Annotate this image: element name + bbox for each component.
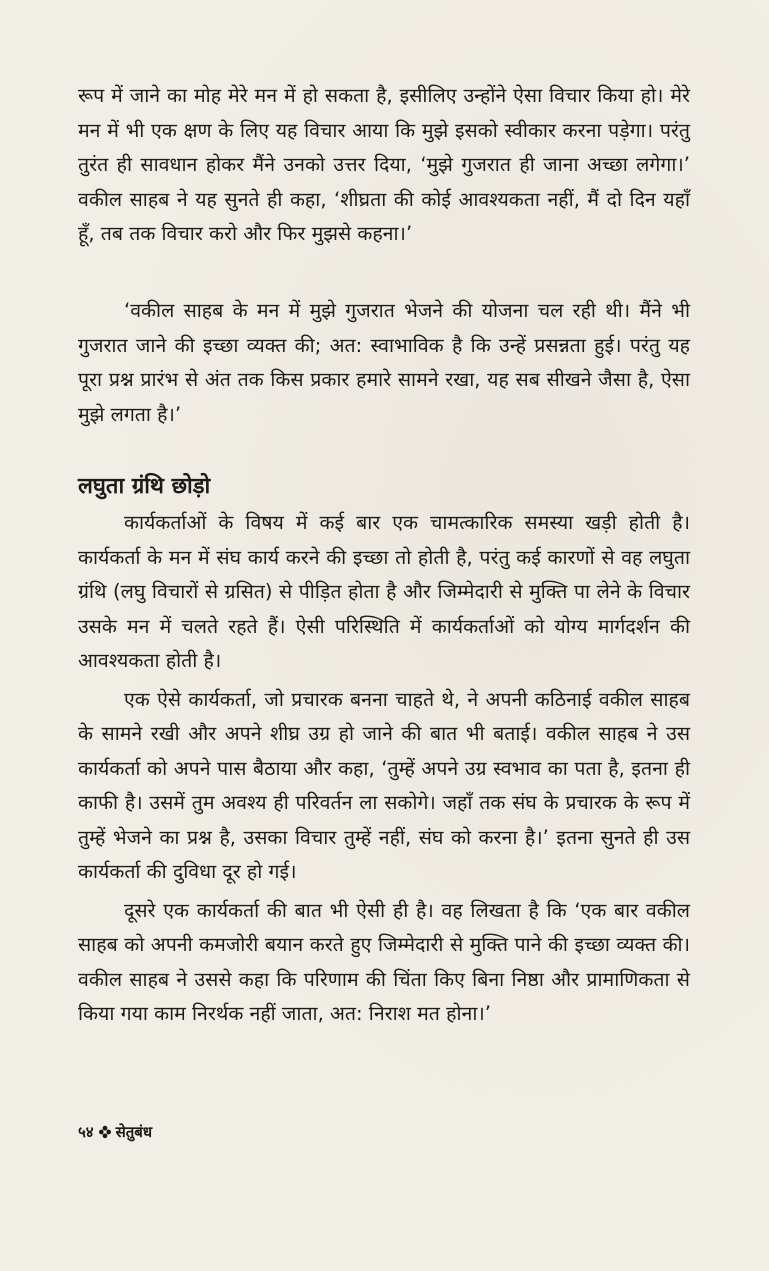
text-block-quote: [78, 294, 690, 432]
section-heading: लघुता ग्रंथि छोड़ो: [78, 474, 211, 499]
paragraph: एक ऐसे कार्यकर्ता, जो प्रचारक बनना चाहते थे, ने अपनी कठिनाई वकील साहब के सामने रखी और अपने शीघ्र उग्र हो जाने की बात भी बताई। वकील साहब ने उस कार्यकर्ता को अपने पास बैठाया और कहा, ‘तुम्हें अपने उग्र स्वभाव का पता है, इतना ही काफी है। उसमें तुम अवश्य ही परिवर्तन ला सकोगे। जहाँ तक संघ के प्रचारक के रूप में तुम्हें भेजने का प्रश्न है, उसका विचार तुम्हें नहीं, संघ को करना है।’ इतना सुनते ही उस कार्यकर्ता की दुविधा दूर हो गई।: [78, 687, 690, 883]
page-number: ५४: [78, 1123, 94, 1141]
paragraph-quote: ‘वकील साहब के मन में मुझे गुजरात भेजने की योजना चल रही थी। मैंने भी गुजरात जाने की इच्छा व्यक्त की; अत: स्वाभाविक है कि उन्हें प्रसन्नता हुई। परंतु यह पूरा प्रश्न प्रारंभ से अंत तक किस प्रकार हमारे सामने रखा, यह सब सीखने जैसा है, ऐसा मुझे लगता है।’: [78, 299, 690, 426]
book-title: सेतुबंध: [115, 1123, 153, 1141]
page-footer: [78, 1122, 152, 1142]
paragraph: दूसरे एक कार्यकर्ता की बात भी ऐसी ही है। वह लिखता है कि ‘एक बार वकील साहब को अपनी कमजोरी बयान करते हुए जिम्मेदारी से मुक्ति पाने की इच्छा व्यक्त की। वकील साहब ने उससे कहा कि परिणाम की चिंता किए बिना निष्ठा और प्रामाणिकता से किया गया काम निरर्थक नहीं जाता, अत: निराश मत होना।’: [78, 898, 690, 1025]
paragraph: कार्यकर्ताओं के विषय में कई बार एक चामत्कारिक समस्या खड़ी होती है। कार्यकर्ता के मन में संघ कार्य करने की इच्छा तो होती है, परंतु कई कारणों से वह लघुता ग्रंथि (लघु विचारों से ग्रसित) से पीड़ित होता है और जिम्मेदारी से मुक्ति पा लेने के विचार उसके मन में चलते रहते हैं। ऐसी परिस्थिति में कार्यकर्ताओं को योग्य मार्गदर्शन की आवश्यकता होती है।: [78, 511, 690, 672]
flower-ornament-icon: [98, 1125, 112, 1139]
paragraph-continuation: रूप में जाने का मोह मेरे मन में हो सकता है, इसीलिए उन्होंने ऐसा विचार किया हो। मेरे मन में भी एक क्षण के लिए यह विचार आया कि मुझे इसको स्वीकार करना पड़ेगा। परंतु तुरंत ही सावधान होकर मैंने उनको उत्तर दिया, ‘मुझे गुजरात ही जाना अच्छा लगेगा।’ वकील साहब ने यह सुनते ही कहा, ‘शीघ्रता की कोई आवश्यकता नहीं, मैं दो दिन यहाँ हूँ, तब तक विचार करो और फिर मुझसे कहना।’: [78, 84, 690, 245]
text-block-top: [78, 79, 690, 252]
text-block-section: [78, 506, 690, 1032]
